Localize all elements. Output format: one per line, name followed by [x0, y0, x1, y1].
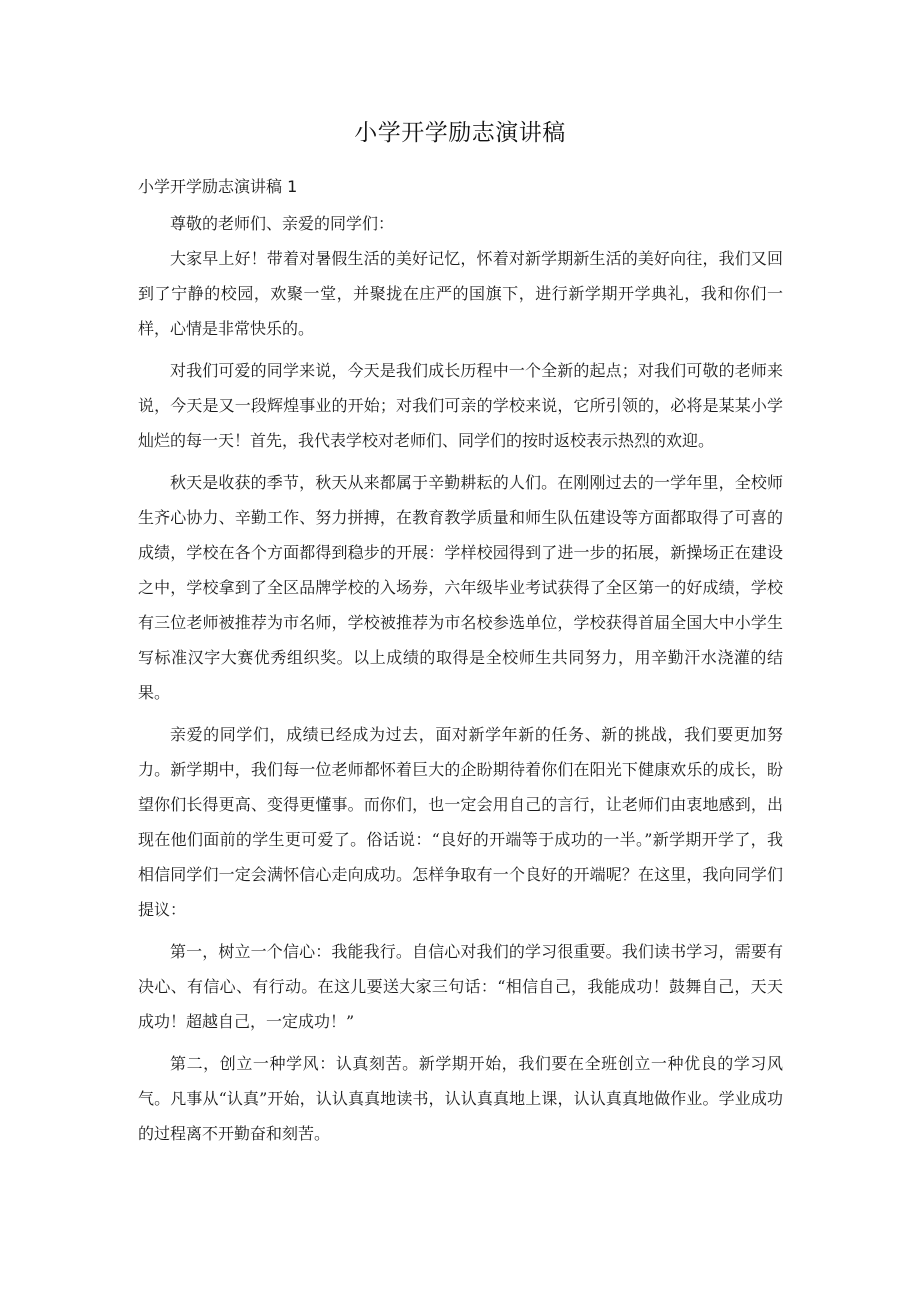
paragraph-achievements: 秋天是收获的季节，秋天从来都属于辛勤耕耘的人们。在刚刚过去的一学年里，全校师生齐心协力、辛勤工作、努力拼搏，在教育教学质量和师生队伍建设等方面都取得了可喜的成绩，学校在各个方面都得到稳步的开展：学样校园得到了进一步的拓展，新操场正在建设之中，学校拿到了全区品牌学校的入场券，六年级毕业考试获得了全区第一的好成绩，学校有三位老师被推荐为市名师，学校被推荐为市名校参选单位，学校获得首届全国大中小学生写标准汉字大赛优秀组织奖。以上成绩的取得是全校师生共同努力，用辛勤汗水浇灌的结果。 — [138, 473, 783, 702]
paragraph-point-two: 第二，创立一种学风：认真刻苦。新学期开始，我们要在全班创立一种优良的学习风气。凡事从“认真”开始，认认真真地读书，认认真真地上课，认认真真地做作业。学业成功的过程离不开勤奋和刻苦。 — [138, 1054, 783, 1143]
document-body — [138, 206, 783, 1151]
paragraph-point-one: 第一，树立一个信心：我能我行。自信心对我们的学习很重要。我们读书学习，需要有决心、有信心、有行动。在这儿要送大家三句话：“相信自己，我能成功！鼓舞自己，天天成功！超越自己，一定成功！” — [138, 942, 783, 1031]
paragraph-expectations: 亲爱的同学们，成绩已经成为过去，面对新学年新的任务、新的挑战，我们要更加努力。新学期中，我们每一位老师都怀着巨大的企盼期待着你们在阳光下健康欢乐的成长，盼望你们长得更高、变得更懂事。而你们，也一定会用自己的言行，让老师们由衷地感到，出现在他们面前的学生更可爱了。俗话说：“良好的开端等于成功的一半。”新学期开学了，我相信同学们一定会满怀信心走向成功。怎样争取有一个良好的开端呢？在这里，我向同学们提议： — [138, 725, 783, 919]
document-subtitle: 小学开学励志演讲稿 1 — [138, 177, 298, 196]
paragraph-salutation: 尊敬的老师们、亲爱的同学们： — [170, 214, 395, 233]
paragraph-greeting: 大家早上好！带着对暑假生活的美好记忆，怀着对新学期新生活的美好向往，我们又回到了宁静的校园，欢聚一堂，并聚拢在庄严的国旗下，进行新学期开学典礼，我和你们一样，心情是非常快乐的。 — [138, 249, 783, 338]
paragraph-new-start: 对我们可爱的同学来说，今天是我们成长历程中一个全新的起点；对我们可敬的老师来说，今天是又一段辉煌事业的开始；对我们可亲的学校来说，它所引领的，必将是某某小学灿烂的每一天！首先，我代表学校对老师们、同学们的按时返校表示热烈的欢迎。 — [138, 361, 783, 450]
document-title: 小学开学励志演讲稿 — [354, 120, 566, 146]
